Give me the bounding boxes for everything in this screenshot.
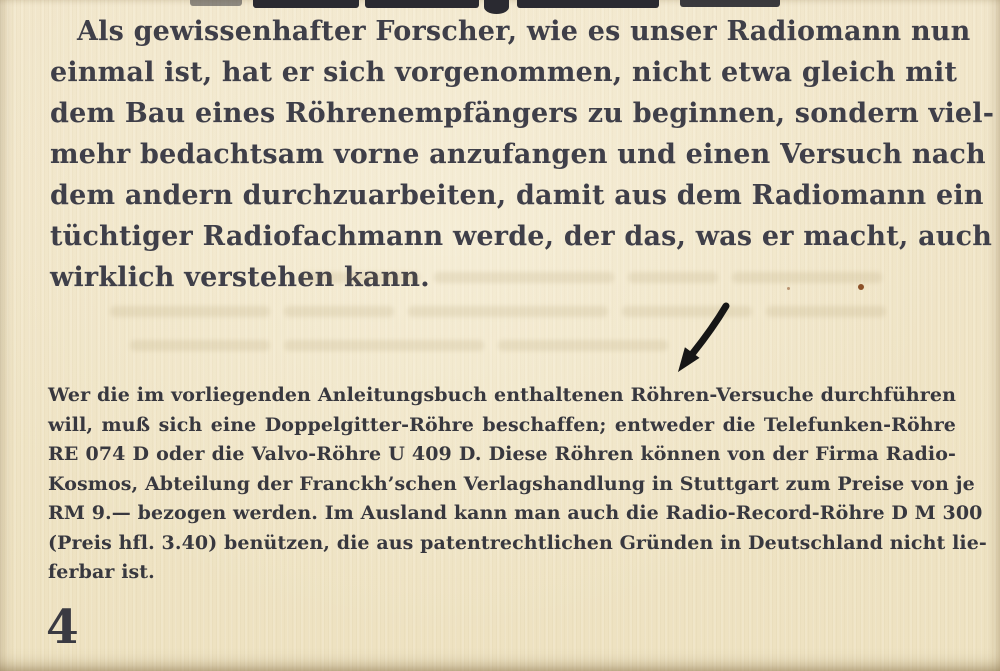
page-bleedthrough-smudge <box>300 272 990 291</box>
paragraph-line: dem Bau eines Röhrenempfängers zu beginnen, sondern viel- <box>50 98 995 129</box>
smudge <box>732 272 882 283</box>
paragraph-line: wirklich verstehen kann. <box>50 262 430 293</box>
smudge <box>408 306 608 317</box>
clipped-text-fragment <box>253 0 359 8</box>
paragraph-line: (Preis hfl. 3.40) benützen, die aus patentrechtlichen Gründen in Deutschland nicht lie- <box>48 531 987 554</box>
paragraph-line: ferbar ist. <box>48 561 155 583</box>
smudge <box>434 272 614 283</box>
paragraph-line: RE 074 D oder die Valvo-Röhre U 409 D. Diese Röhren können von der Firma Radio- <box>48 443 956 465</box>
smudge <box>300 272 420 283</box>
smudge <box>284 306 394 317</box>
smudge <box>130 340 270 351</box>
footnote-paragraph <box>48 381 987 588</box>
handdrawn-arrow-icon <box>668 300 743 380</box>
paragraph-line: RM 9.— bezogen werden. Im Ausland kann man auch die Radio-Record-Röhre D M 300 <box>48 502 983 524</box>
paragraph-line: will, muß sich eine Doppelgitter-Röhre beschaffen; entweder die Telefunken-Röhre <box>48 413 956 436</box>
clipped-text-fragment <box>365 0 479 8</box>
paper-fleck <box>787 287 790 290</box>
paragraph-line: mehr bedachtsam vorne anzufangen und einen Versuch nach <box>50 139 986 170</box>
page-bleedthrough-smudge <box>130 340 730 359</box>
paragraph-line: Kosmos, Abteilung der Franckh’schen Verlagshandlung in Stuttgart zum Preise von je <box>48 472 975 495</box>
paragraph-line: tüchtiger Radiofachmann werde, der das, was er macht, auch <box>50 221 993 252</box>
smudge <box>766 306 886 317</box>
clipped-text-fragment <box>517 0 659 8</box>
page-number: 4 <box>46 600 79 655</box>
clipped-text-fragment <box>190 0 242 6</box>
smudge <box>628 272 718 283</box>
paper-fleck <box>858 284 864 290</box>
paragraph-line: Als gewissenhafter Forscher, wie es unser Radiomann nun <box>77 16 971 47</box>
paragraph-line: einmal ist, hat er sich vorgenommen, nicht etwa gleich mit <box>50 57 958 88</box>
smudge <box>284 340 484 351</box>
smudge <box>498 340 668 351</box>
clipped-text-fragment <box>680 0 780 7</box>
page-bleedthrough-smudge <box>110 306 980 325</box>
paragraph-line: dem andern durchzuarbeiten, damit aus dem Radiomann ein <box>50 180 984 211</box>
body-paragraph <box>50 11 995 298</box>
smudge <box>110 306 270 317</box>
paragraph-line: Wer die im vorliegenden Anleitungsbuch enthaltenen Röhren-Versuche durchführen <box>48 384 956 406</box>
